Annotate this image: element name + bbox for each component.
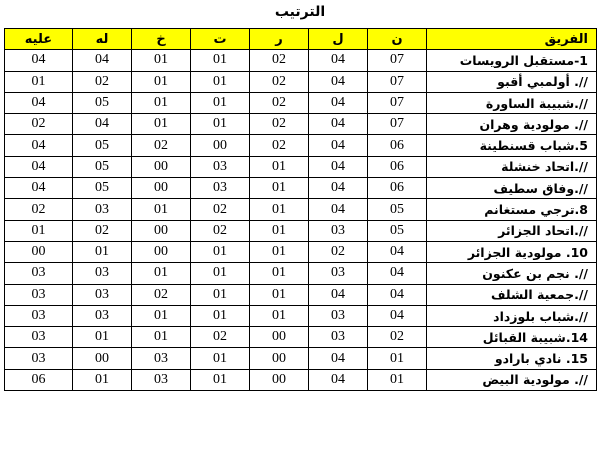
points-cell: 04 <box>368 263 427 284</box>
goals-for-cell: 05 <box>73 92 132 113</box>
goals-for-cell: 03 <box>73 199 132 220</box>
played-cell: 04 <box>309 348 368 369</box>
team-cell: 1-مستقبل الرويسات <box>427 50 597 71</box>
lost-cell: 01 <box>132 263 191 284</box>
goals-against-cell: 04 <box>5 50 73 71</box>
drawn-cell: 02 <box>191 199 250 220</box>
played-cell: 03 <box>309 305 368 326</box>
won-cell: 02 <box>250 71 309 92</box>
goals-for-cell: 05 <box>73 178 132 199</box>
points-cell: 04 <box>368 305 427 326</box>
team-cell: 15. نادي بارادو <box>427 348 597 369</box>
points-cell: 01 <box>368 348 427 369</box>
played-cell: 02 <box>309 241 368 262</box>
table-row <box>5 284 597 305</box>
drawn-cell: 03 <box>191 178 250 199</box>
goals-against-cell: 04 <box>5 156 73 177</box>
header-goals-against: عليه <box>5 29 73 50</box>
header-won: ر <box>250 29 309 50</box>
lost-cell: 01 <box>132 92 191 113</box>
drawn-cell: 01 <box>191 348 250 369</box>
won-cell: 02 <box>250 50 309 71</box>
lost-cell: 00 <box>132 178 191 199</box>
goals-for-cell: 01 <box>73 241 132 262</box>
played-cell: 04 <box>309 178 368 199</box>
played-cell: 04 <box>309 50 368 71</box>
played-cell: 04 <box>309 71 368 92</box>
points-cell: 06 <box>368 178 427 199</box>
table-row <box>5 135 597 156</box>
drawn-cell: 02 <box>191 220 250 241</box>
played-cell: 04 <box>309 199 368 220</box>
lost-cell: 00 <box>132 220 191 241</box>
header-drawn: ت <box>191 29 250 50</box>
lost-cell: 00 <box>132 156 191 177</box>
goals-for-cell: 01 <box>73 369 132 390</box>
goals-for-cell: 03 <box>73 284 132 305</box>
played-cell: 03 <box>309 220 368 241</box>
drawn-cell: 01 <box>191 263 250 284</box>
played-cell: 04 <box>309 284 368 305</box>
header-played: ل <box>309 29 368 50</box>
team-cell: //.شبيبة الساورة <box>427 92 597 113</box>
won-cell: 01 <box>250 263 309 284</box>
table-row <box>5 178 597 199</box>
won-cell: 01 <box>250 199 309 220</box>
team-cell: //.وفاق سطيف <box>427 178 597 199</box>
goals-against-cell: 02 <box>5 199 73 220</box>
lost-cell: 01 <box>132 71 191 92</box>
header-lost: خ <box>132 29 191 50</box>
won-cell: 00 <box>250 369 309 390</box>
table-row <box>5 114 597 135</box>
played-cell: 03 <box>309 263 368 284</box>
drawn-cell: 01 <box>191 241 250 262</box>
header-points: ن <box>368 29 427 50</box>
won-cell: 00 <box>250 348 309 369</box>
points-cell: 06 <box>368 135 427 156</box>
team-cell: //. مولودية وهران <box>427 114 597 135</box>
lost-cell: 01 <box>132 199 191 220</box>
points-cell: 07 <box>368 71 427 92</box>
lost-cell: 01 <box>132 327 191 348</box>
played-cell: 04 <box>309 92 368 113</box>
points-cell: 04 <box>368 241 427 262</box>
table-row <box>5 327 597 348</box>
goals-for-cell: 05 <box>73 156 132 177</box>
drawn-cell: 01 <box>191 369 250 390</box>
lost-cell: 01 <box>132 50 191 71</box>
won-cell: 02 <box>250 135 309 156</box>
won-cell: 02 <box>250 92 309 113</box>
points-cell: 02 <box>368 327 427 348</box>
goals-for-cell: 03 <box>73 305 132 326</box>
goals-against-cell: 06 <box>5 369 73 390</box>
drawn-cell: 01 <box>191 92 250 113</box>
won-cell: 01 <box>250 284 309 305</box>
table-row <box>5 50 597 71</box>
played-cell: 04 <box>309 156 368 177</box>
drawn-cell: 01 <box>191 284 250 305</box>
team-cell: //.اتحاد خنشلة <box>427 156 597 177</box>
won-cell: 01 <box>250 156 309 177</box>
goals-for-cell: 03 <box>73 263 132 284</box>
goals-against-cell: 04 <box>5 178 73 199</box>
lost-cell: 03 <box>132 348 191 369</box>
lost-cell: 03 <box>132 369 191 390</box>
drawn-cell: 01 <box>191 50 250 71</box>
goals-for-cell: 05 <box>73 135 132 156</box>
points-cell: 04 <box>368 284 427 305</box>
drawn-cell: 01 <box>191 305 250 326</box>
table-row <box>5 92 597 113</box>
team-cell: 5.شباب قسنطينة <box>427 135 597 156</box>
team-cell: 8.ترجي مستغانم <box>427 199 597 220</box>
lost-cell: 02 <box>132 135 191 156</box>
table-row <box>5 348 597 369</box>
played-cell: 03 <box>309 327 368 348</box>
goals-for-cell: 00 <box>73 348 132 369</box>
points-cell: 07 <box>368 114 427 135</box>
goals-for-cell: 02 <box>73 220 132 241</box>
goals-against-cell: 03 <box>5 348 73 369</box>
points-cell: 05 <box>368 199 427 220</box>
header-goals-for: له <box>73 29 132 50</box>
table-row <box>5 220 597 241</box>
goals-for-cell: 04 <box>73 50 132 71</box>
points-cell: 06 <box>368 156 427 177</box>
standings-title: الترتيب <box>274 4 326 20</box>
goals-against-cell: 01 <box>5 71 73 92</box>
won-cell: 00 <box>250 327 309 348</box>
goals-against-cell: 04 <box>5 92 73 113</box>
drawn-cell: 00 <box>191 135 250 156</box>
table-row <box>5 263 597 284</box>
goals-for-cell: 04 <box>73 114 132 135</box>
played-cell: 04 <box>309 135 368 156</box>
goals-against-cell: 03 <box>5 263 73 284</box>
team-cell: //. أولمبي أقبو <box>427 71 597 92</box>
header-team: الفريق <box>427 29 597 50</box>
points-cell: 07 <box>368 50 427 71</box>
points-cell: 01 <box>368 369 427 390</box>
drawn-cell: 02 <box>191 327 250 348</box>
team-cell: //. مولودية البيض <box>427 369 597 390</box>
won-cell: 01 <box>250 241 309 262</box>
team-cell: 10. مولودية الجزائر <box>427 241 597 262</box>
team-cell: //. نجم بن عكنون <box>427 263 597 284</box>
goals-against-cell: 03 <box>5 327 73 348</box>
goals-against-cell: 00 <box>5 241 73 262</box>
table-row <box>5 305 597 326</box>
goals-against-cell: 01 <box>5 220 73 241</box>
goals-against-cell: 04 <box>5 135 73 156</box>
team-cell: //.شباب بلوزداد <box>427 305 597 326</box>
lost-cell: 01 <box>132 305 191 326</box>
header-row <box>5 29 597 50</box>
won-cell: 02 <box>250 114 309 135</box>
table-row <box>5 71 597 92</box>
drawn-cell: 03 <box>191 156 250 177</box>
table-row <box>5 156 597 177</box>
points-cell: 07 <box>368 92 427 113</box>
table-row <box>5 199 597 220</box>
goals-against-cell: 03 <box>5 305 73 326</box>
table-row <box>5 369 597 390</box>
table-row <box>5 241 597 262</box>
goals-for-cell: 01 <box>73 327 132 348</box>
lost-cell: 00 <box>132 241 191 262</box>
team-cell: //.جمعية الشلف <box>427 284 597 305</box>
drawn-cell: 01 <box>191 71 250 92</box>
team-cell: 14.شبيبة القبائل <box>427 327 597 348</box>
lost-cell: 02 <box>132 284 191 305</box>
won-cell: 01 <box>250 305 309 326</box>
team-cell: //.اتحاد الجزائر <box>427 220 597 241</box>
goals-against-cell: 03 <box>5 284 73 305</box>
standings-table <box>4 28 597 391</box>
drawn-cell: 01 <box>191 114 250 135</box>
played-cell: 04 <box>309 114 368 135</box>
played-cell: 04 <box>309 369 368 390</box>
points-cell: 05 <box>368 220 427 241</box>
goals-against-cell: 02 <box>5 114 73 135</box>
lost-cell: 01 <box>132 114 191 135</box>
won-cell: 01 <box>250 178 309 199</box>
goals-for-cell: 02 <box>73 71 132 92</box>
won-cell: 01 <box>250 220 309 241</box>
